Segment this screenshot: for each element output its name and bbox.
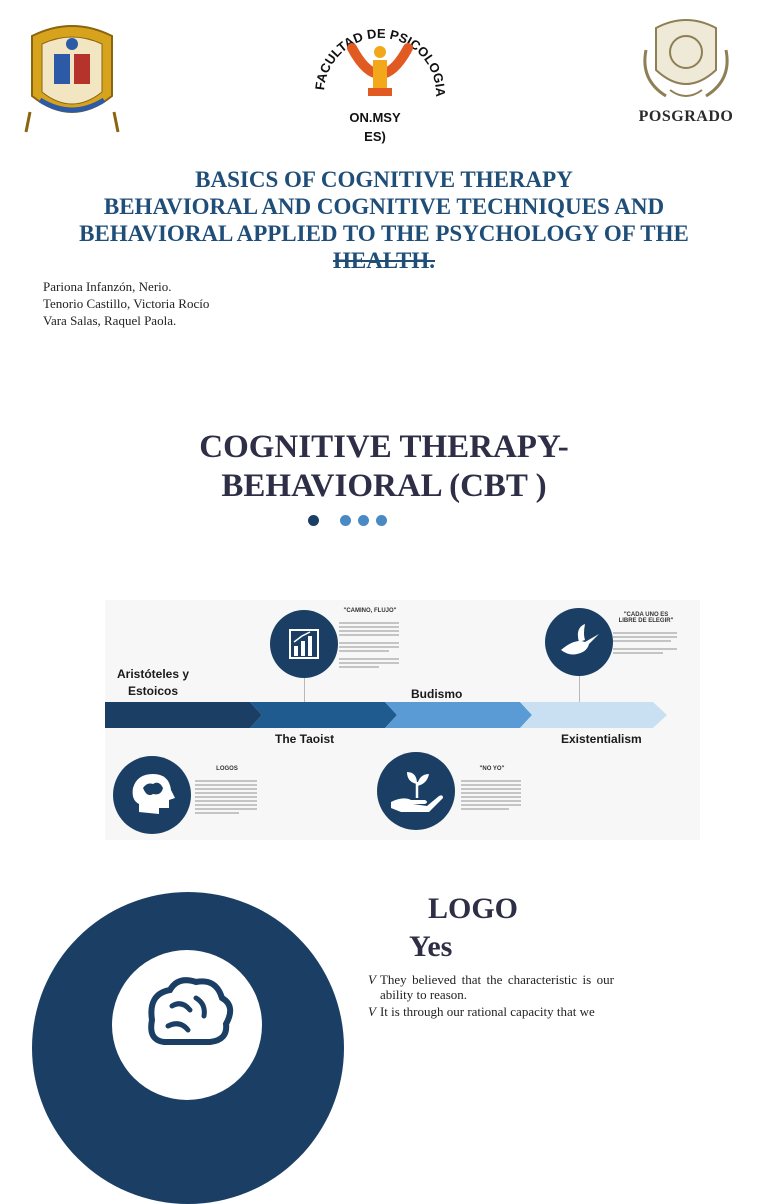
camino-note-title: "CAMINO, FLUJO" — [343, 608, 397, 614]
no-yo-note-title: "NO YO" — [479, 766, 505, 772]
faculty-arc-text: FACULTAD DE PSICOLOGIA — [312, 25, 449, 98]
no-yo-circle — [377, 752, 455, 830]
author-list — [43, 278, 209, 329]
university-crest-left — [22, 16, 122, 136]
plant-hand-icon — [377, 752, 455, 830]
author-1: Pariona Infanzón, Nerio. — [43, 279, 172, 294]
logos-circle — [113, 756, 191, 834]
bullet-item-2 — [368, 1004, 614, 1019]
author-2: Tenorio Castillo, Victoria Rocío — [43, 296, 210, 311]
check-icon: V — [368, 972, 376, 987]
brain-icon — [112, 950, 262, 1100]
brain-backdrop — [112, 950, 262, 1100]
posgrado-label: POSGRADO — [638, 108, 734, 125]
dot-3 — [358, 515, 369, 526]
bullet-text-1: They believed that the characteristic is our ability to reason. — [379, 972, 614, 1002]
yes-heading: Yes — [409, 930, 453, 963]
camino-note — [337, 608, 403, 614]
head-brain-icon — [113, 756, 191, 834]
dot-1 — [308, 515, 319, 526]
cada-note-title — [611, 612, 681, 624]
cada-note-line-2: LIBRE DE ELEGIR" — [618, 618, 674, 624]
aristoteles-line-2: Estoicos — [127, 684, 178, 698]
section-heading — [84, 428, 684, 506]
title-line-2: BEHAVIORAL AND COGNITIVE TECHNIQUES AND — [103, 194, 665, 219]
bullet-item-1 — [368, 972, 614, 1002]
history-timeline — [105, 600, 700, 840]
cada-note — [611, 612, 681, 624]
dot-2 — [340, 515, 351, 526]
bullet-list — [368, 972, 614, 1019]
budismo-label: Budismo — [411, 687, 463, 701]
section-heading-line-2: BEHAVIORAL (CBT ) — [221, 468, 547, 504]
logos-note-title: LOGOS — [216, 766, 238, 772]
title-line-3: BEHAVIORAL APPLIED TO THE PSYCHOLOGY OF THE — [79, 221, 689, 246]
no-yo-note — [459, 766, 525, 772]
bar-chart-icon — [270, 610, 338, 678]
aristoteles-line-1: Aristóteles y — [116, 667, 190, 681]
title-line-4: HEALTH. — [332, 248, 436, 273]
logos-note — [193, 766, 261, 772]
dot-4 — [376, 515, 387, 526]
faculty-subtitle-line-1: ON.MSY — [349, 110, 401, 125]
section-heading-line-1: COGNITIVE THERAPY- — [199, 429, 569, 465]
taoist-label: The Taoist — [275, 732, 335, 746]
hummingbird-icon — [545, 608, 613, 676]
faculty-subtitle-line-2: ES) — [364, 129, 386, 144]
title-line-1: BASICS OF COGNITIVE THERAPY — [195, 167, 573, 192]
faculty-logo — [310, 8, 450, 118]
growth-chart-circle — [270, 610, 338, 678]
bullet-text-2: It is through our rational capacity that we — [379, 1004, 595, 1019]
faculty-subtitle — [330, 108, 420, 146]
freedom-circle — [545, 608, 613, 676]
cada-note-line-1: "CADA UNO ES — [623, 612, 669, 618]
aristoteles-label — [111, 666, 195, 700]
existentialism-label: Existentialism — [561, 732, 642, 746]
check-icon: V — [368, 1004, 376, 1019]
university-crest-right — [636, 10, 736, 106]
author-3: Vara Salas, Raquel Paola. — [43, 313, 177, 328]
timeline-arrows — [105, 702, 700, 728]
document-title — [20, 166, 748, 274]
logo-heading: LOGO — [428, 892, 519, 925]
